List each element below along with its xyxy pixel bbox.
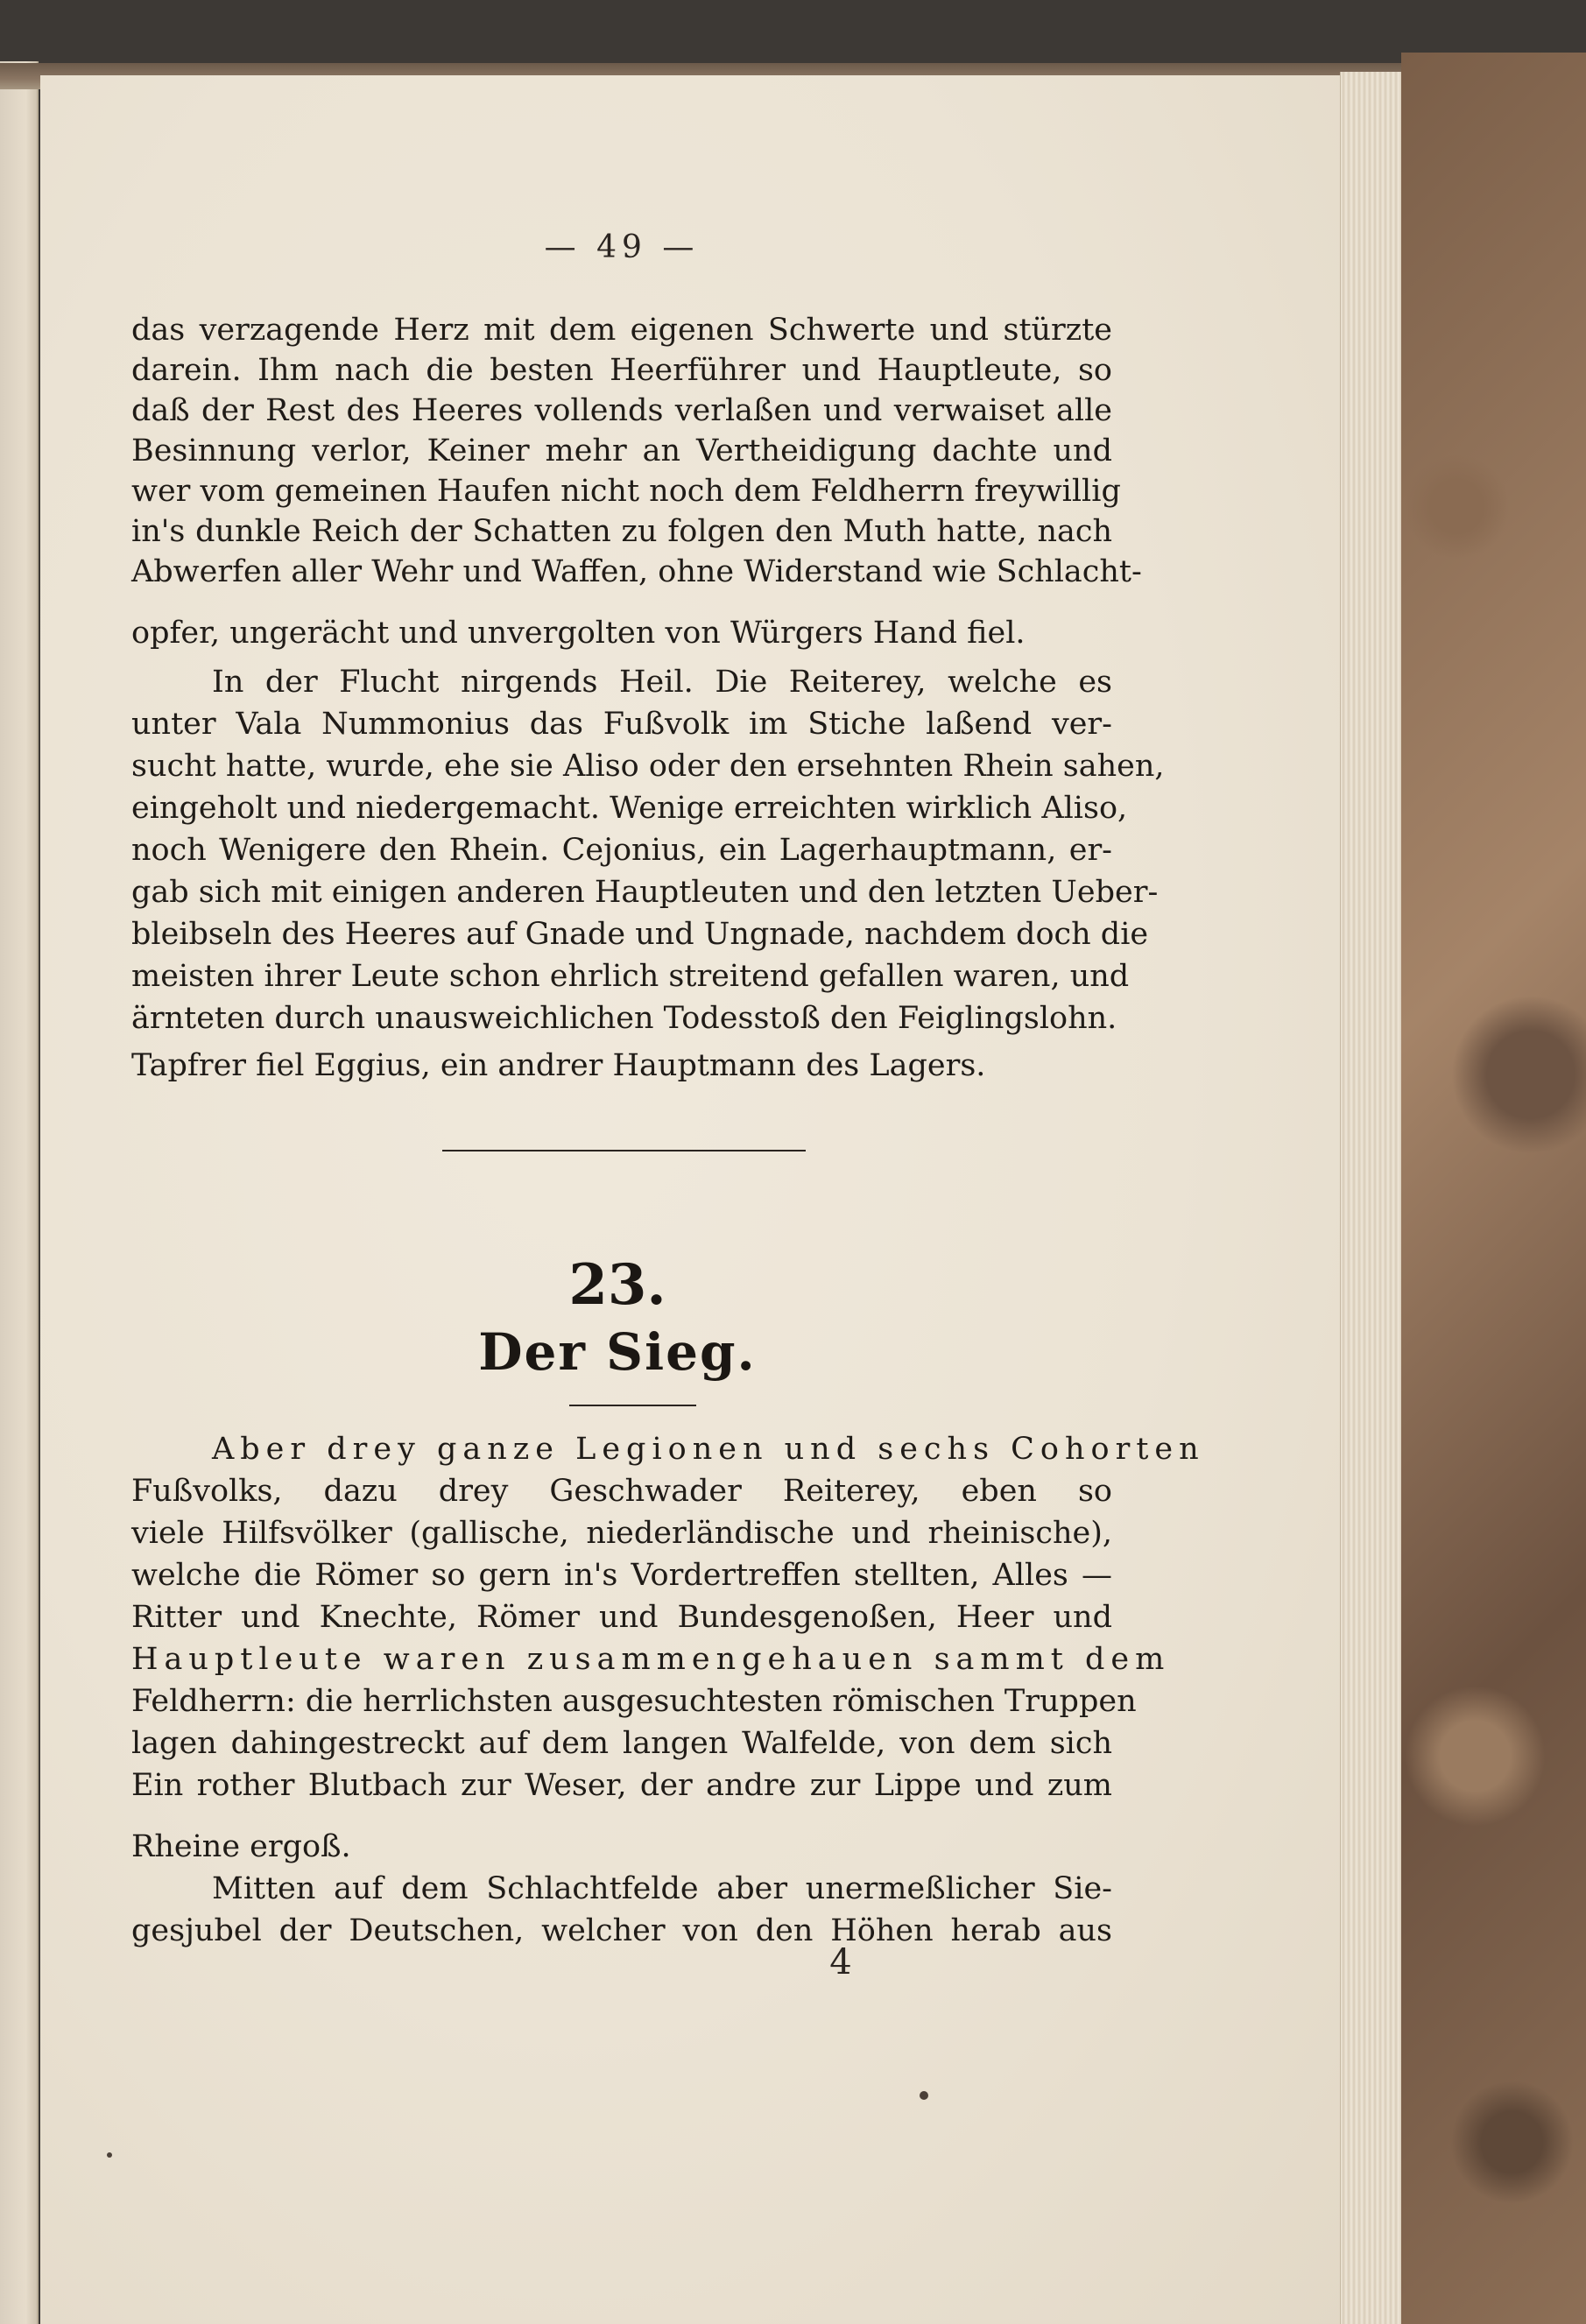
text-line: darein. Ihm nach die besten Heerführer und Hauptleute, so — [131, 353, 1112, 388]
text-line: Abwerfen aller Wehr und Waffen, ohne Widerstand wie Schlacht- — [131, 554, 1142, 589]
text-line: Tapfrer fiel Eggius, ein andrer Hauptmann des Lagers. — [131, 1048, 986, 1083]
text-line: In der Flucht nirgends Heil. Die Reiterey, welche es — [212, 665, 1112, 700]
text-line: lagen dahingestreckt auf dem langen Walfelde, von dem sich — [131, 1726, 1112, 1761]
text-line: in's dunkle Reich der Schatten zu folgen den Muth hatte, nach — [131, 514, 1112, 549]
text-line: daß der Rest des Heeres vollends verlaßen und verwaiset alle — [131, 393, 1112, 428]
facing-page-edge — [0, 61, 39, 2324]
section-divider — [442, 1150, 806, 1151]
text-line: das verzagende Herz mit dem eigenen Schwerte und stürzte — [131, 313, 1112, 348]
text-line: Ritter und Knechte, Römer und Bundesgenoßen, Heer und — [131, 1600, 1112, 1635]
title-underline — [569, 1405, 696, 1406]
text-line: Fußvolks, dazu drey Geschwader Reiterey, eben so — [131, 1474, 1112, 1509]
text-line: bleibseln des Heeres auf Gnade und Ungnade, nachdem doch die — [131, 917, 1149, 952]
text-line: ärnteten durch unausweichlichen Todesstoß den Feiglingslohn. — [131, 1001, 1117, 1036]
text-line: Feldherrn: die herrlichsten ausgesuchtesten römischen Truppen — [131, 1684, 1137, 1719]
marbled-cover — [1401, 53, 1586, 2324]
page-fore-edge — [1340, 72, 1402, 2324]
text-line: sucht hatte, wurde, ehe sie Aliso oder den ersehnten Rhein sahen, — [131, 749, 1165, 784]
text-line: Besinnung verlor, Keiner mehr an Vertheidigung dachte und — [131, 433, 1112, 468]
text-line: Rheine ergoß. — [131, 1829, 351, 1864]
text-line: welche die Römer so gern in's Vordertreffen stellten, Alles — — [131, 1558, 1112, 1593]
text-line: meisten ihrer Leute schon ehrlich streitend gefallen waren, und — [131, 959, 1130, 994]
chapter-title: Der Sieg. — [478, 1322, 757, 1382]
text-line: Aber drey ganze Legionen und sechs Cohorten — [212, 1432, 1205, 1467]
text-line: opfer, ungerächt und unvergolten von Würgers Hand fiel. — [131, 616, 1026, 651]
signature-mark: 4 — [829, 1942, 852, 1982]
text-line: Ein rother Blutbach zur Weser, der andre zur Lippe und zum — [131, 1768, 1112, 1803]
text-line: Hauptleute waren zusammengehauen sammt dem — [131, 1642, 1171, 1677]
text-line: Mitten auf dem Schlachtfelde aber unermeßlicher Sie- — [212, 1871, 1112, 1906]
text-line: noch Wenigere den Rhein. Cejonius, ein Lagerhauptmann, er- — [131, 833, 1112, 868]
ink-speck — [107, 2152, 112, 2158]
text-line: eingeholt und niedergemacht. Wenige erreichten wirklich Aliso, — [131, 791, 1128, 826]
text-line: gab sich mit einigen anderen Hauptleuten und den letzten Ueber- — [131, 875, 1159, 910]
text-line: wer vom gemeinen Haufen nicht noch dem Feldherrn freywillig — [131, 474, 1121, 509]
page-number: — 49 — — [544, 229, 700, 265]
text-line: gesjubel der Deutschen, welcher von den Höhen herab aus — [131, 1913, 1112, 1948]
text-line: viele Hilfsvölker (gallische, niederländische und rheinische), — [131, 1516, 1112, 1551]
text-line: unter Vala Nummonius das Fußvolk im Stiche laßend ver- — [131, 707, 1112, 742]
ink-speck — [920, 2091, 928, 2100]
chapter-number: 23. — [568, 1252, 666, 1318]
